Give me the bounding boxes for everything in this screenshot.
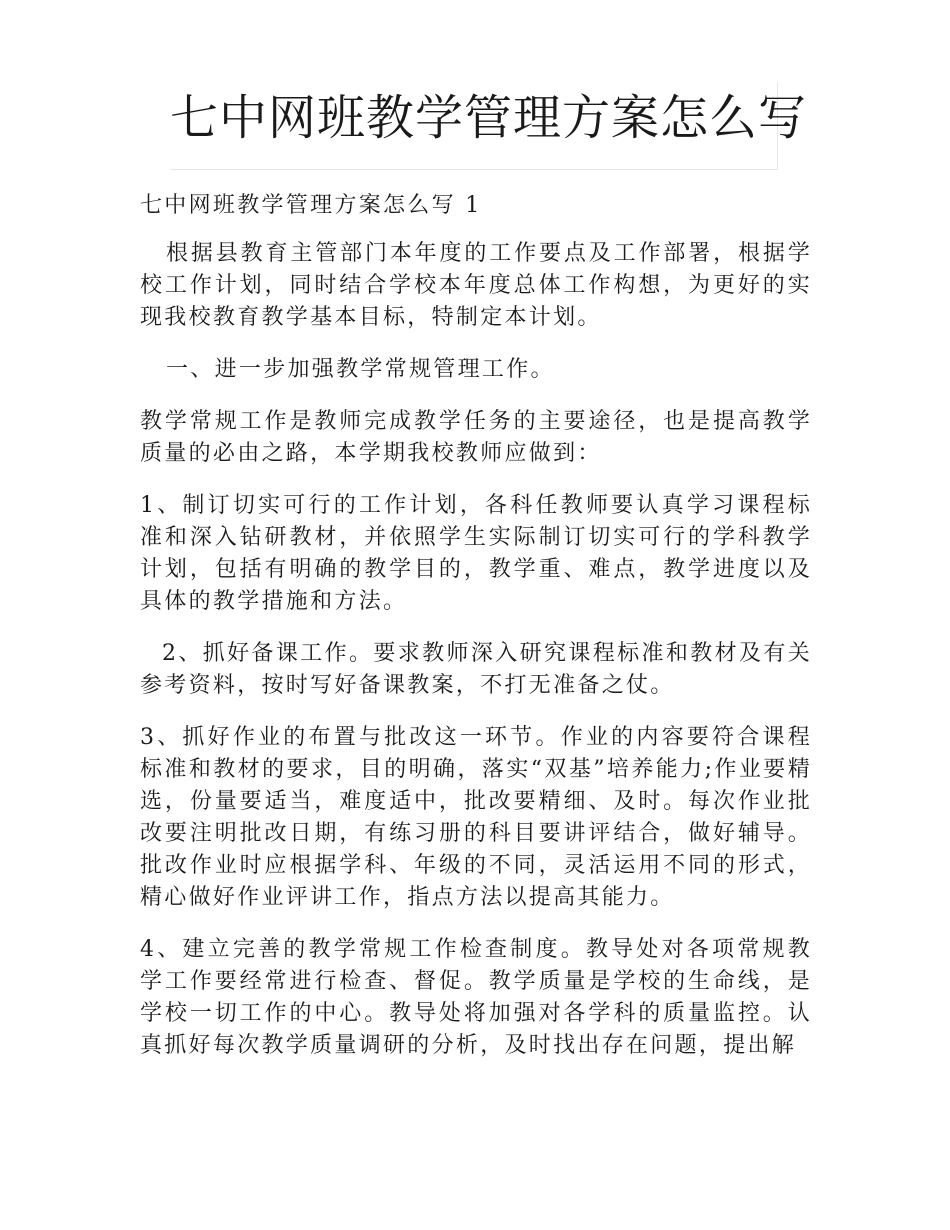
paragraph-intro: 根据县教育主管部门本年度的工作要点及工作部署，根据学校工作计划，同时结合学校本年度总体工作构想，为更好的实现我校教育教学基本目标，特制定本计划。 [140,241,812,330]
document-subtitle: 七中网班教学管理方案怎么写 1 [140,193,482,218]
title-box [170,82,808,170]
paragraph-item-3: 3、抓好作业的布置与批改这一环节。作业的内容要符合课程标准和教材的要求，目的明确，落实“双基”培养能力;作业要精选，份量要适当，难度适中，批改要精细、及时。每次作业批改要注明批改日期，有练习册的科目要讲评结合，做好辅导。批改作业时应根据学科、年级的不同，灵活运用不同的形式，精心做好作业评讲工作，指点方法以提高其能力。 [140,725,812,910]
paragraph-item-2: 2、抓好备课工作。要求教师深入研究课程标准和教材及有关参考资料，按时写好备课教案，不打无准备之仗。 [140,641,812,698]
section-heading-1: 一、进一步加强教学常规管理工作。 [166,357,555,382]
paragraph-item-1: 1、制订切实可行的工作计划，各科任教师要认真学习课程标准和深入钻研教材，并依照学生实际制订切实可行的学科教学计划，包括有明确的教学目的，教学重、难点，教学进度以及具体的教学措施和方法。 [140,493,812,614]
paragraph-item-4: 4、建立完善的教学常规工作检查制度。教导处对各项常规教学工作要经常进行检查、督促。教学质量是学校的生命线，是学校一切工作的中心。教导处将加强对各学科的质量监控。认真抓好每次教学质量调研的分析，及时找出存在问题，提出解 [140,937,812,1058]
document-body [140,190,812,1082]
paragraph-routine: 教学常规工作是教师完成教学任务的主要途径，也是提高教学质量的必由之路，本学期我校教师应做到： [140,409,812,466]
document-title: 七中网班教学管理方案怎么写 [170,90,808,146]
